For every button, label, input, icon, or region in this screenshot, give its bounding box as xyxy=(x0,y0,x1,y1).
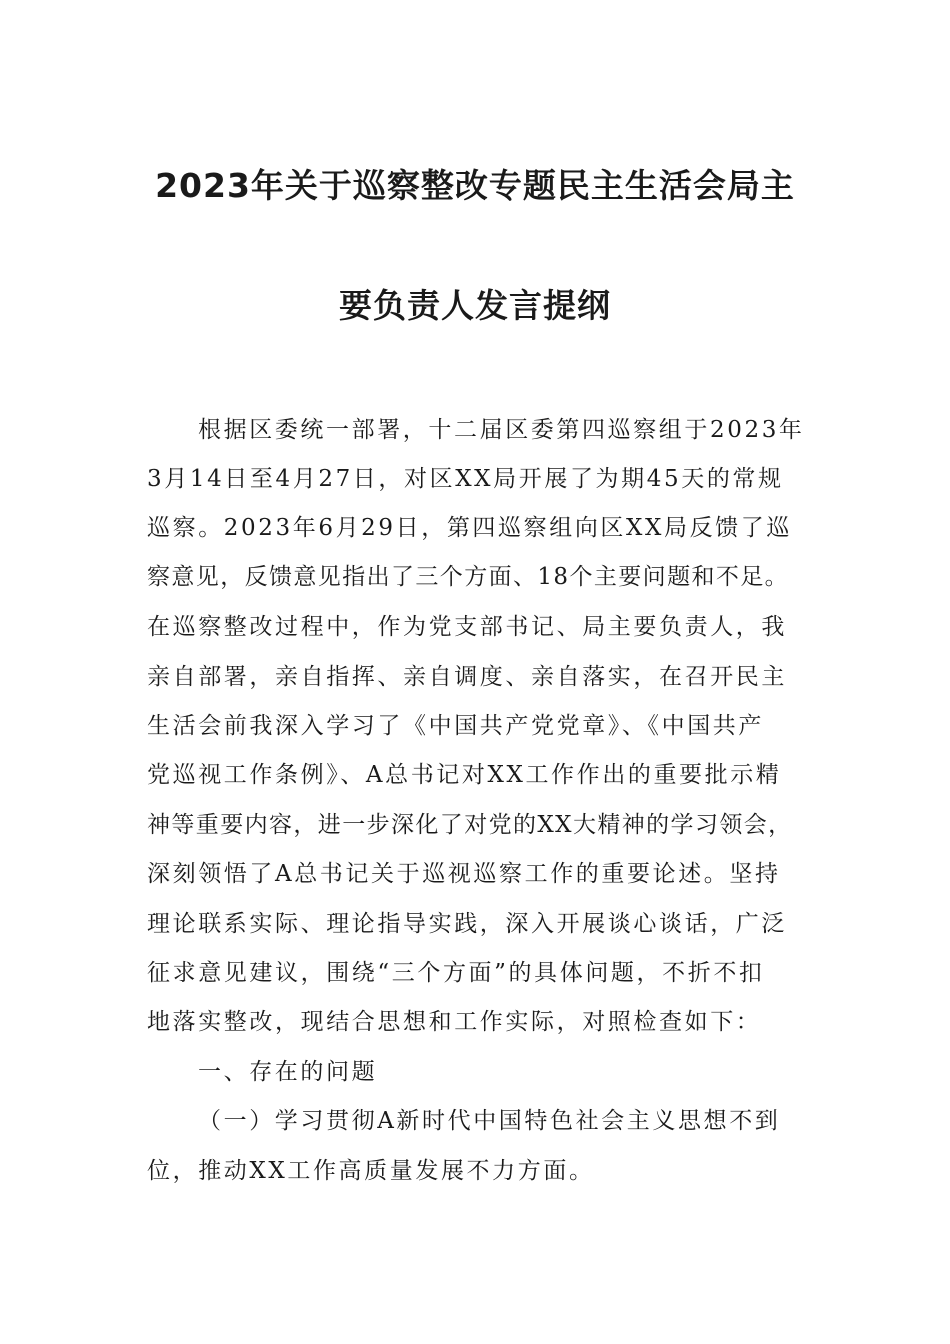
paragraph-line: 在巡察整改过程中，作为党支部书记、局主要负责人，我 xyxy=(147,614,787,640)
paragraph-line: 生活会前我深入学习了《中国共产党党章》、《中国共产 xyxy=(147,713,764,739)
subsection-heading-line: 位，推动XX工作高质量发展不力方面。 xyxy=(147,1158,595,1184)
paragraph-line: 征求意见建议，围绕“三个方面”的具体问题，不折不扣 xyxy=(147,960,765,986)
subsection-heading-line: （一）学习贯彻A新时代中国特色社会主义思想不到 xyxy=(198,1108,781,1134)
paragraph-line: 巡察。2023年6月29日，第四巡察组向区XX局反馈了巡 xyxy=(147,515,792,541)
paragraph-line: 3月14日至4月27日，对区XX局开展了为期45天的常规 xyxy=(147,466,784,492)
paragraph-line: 神等重要内容，进一步深化了对党的XX大精神的学习领会， xyxy=(147,812,793,838)
paragraph-line: 深刻领悟了A总书记关于巡视巡察工作的重要论述。坚持 xyxy=(147,861,781,887)
section-heading: 一、存在的问题 xyxy=(198,1059,378,1085)
paragraph-line: 地落实整改，现结合思想和工作实际，对照检查如下： xyxy=(147,1009,762,1035)
document-title-line-1: 2023年关于巡察整改专题民主生活会局主 xyxy=(155,166,795,205)
paragraph-line: 理论联系实际、理论指导实践，深入开展谈心谈话，广泛 xyxy=(147,911,787,937)
paragraph-line: 党巡视工作条例》、A总书记对XX工作作出的重要批示精 xyxy=(147,762,782,788)
document-title-line-2: 要负责人发言提纲 xyxy=(339,286,611,325)
paragraph-line: 根据区委统一部署，十二届区委第四巡察组于2023年 xyxy=(198,417,805,443)
paragraph-line: 亲自部署，亲自指挥、亲自调度、亲自落实，在召开民主 xyxy=(147,664,787,690)
paragraph-line: 察意见，反馈意见指出了三个方面、18个主要问题和不足。 xyxy=(147,564,790,590)
